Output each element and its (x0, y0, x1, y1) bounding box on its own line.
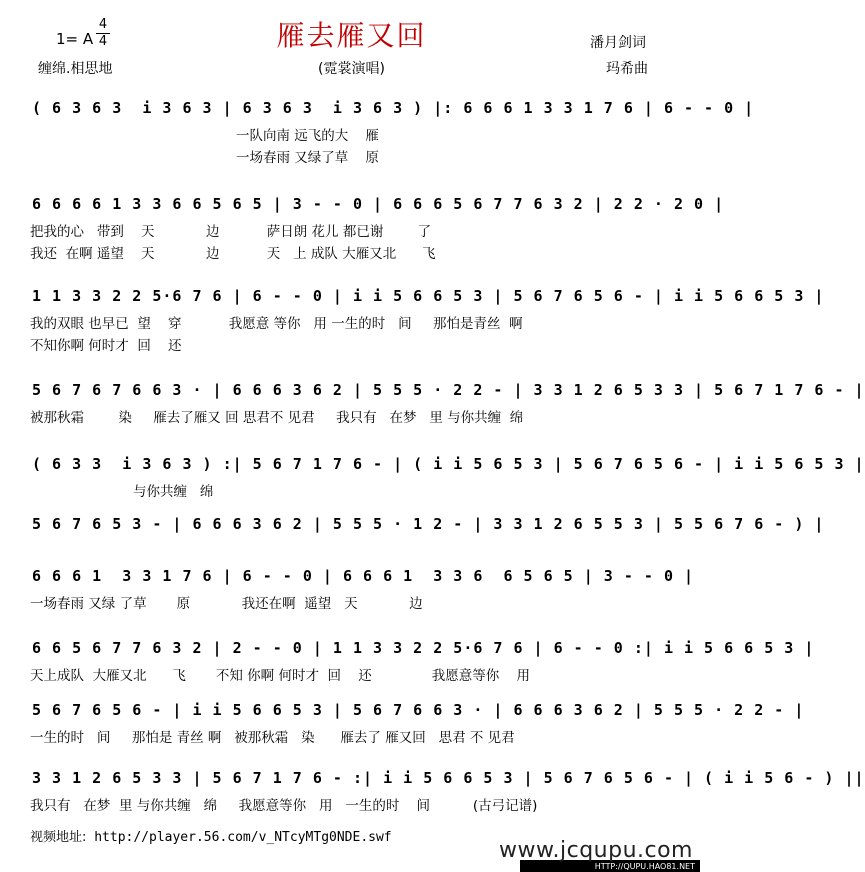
notation-row: 6 6 5 6 7 7 6 3 2 | 2 - - 0 | 1 1 3 3 2 2 5·6 7 6 | 6 - - 0 :| i i 5 6 6 5 3 | (32, 639, 815, 657)
score-line-7 (0, 564, 703, 624)
notation-row: 5 6 7 6 5 3 - | 6 6 6 3 6 2 | 5 5 5 · 1 2 - | 3 3 1 2 6 5 5 3 | 5 5 6 7 6 - ) | (32, 515, 825, 533)
lyrics-verse-2: 我还 在啊 遥望 天 边 天 上 成队 大雁又北 飞 (30, 246, 436, 262)
lyrics-verse-1: 天上成队 大雁又北 飞 不知 你啊 何时才 回 还 我愿意等你 用 (30, 668, 530, 684)
meter-bottom: 4 (98, 34, 108, 49)
time-signature (96, 18, 110, 49)
lyrics-verse-2: 一场春雨 又绿了草 原 (30, 150, 379, 166)
lyrics-verse-1: 与你共缠 绵 (30, 484, 214, 500)
notation-row: 5 6 7 6 5 6 - | i i 5 6 6 5 3 | 5 6 7 6 6 3 · | 6 6 6 3 6 2 | 5 5 5 · 2 2 - | (32, 701, 805, 719)
score-line-5 (0, 452, 865, 512)
lyrics-verse-1: 一生的时 间 那怕是 青丝 啊 被那秋霜 染 雁去了 雁又回 思君 不 见君 (30, 730, 515, 746)
notation-row: 1 1 3 3 2 2 5·6 7 6 | 6 - - 0 | i i 5 6 6 5 3 | 5 6 7 6 5 6 - | i i 5 6 6 5 3 | (32, 287, 825, 305)
composer-credit: 玛希曲 (606, 61, 648, 77)
meter-top: 4 (98, 17, 108, 32)
style-marking: 缠绵.相思地 (38, 61, 113, 77)
lyrics-verse-2: 不知你啊 何时才 回 还 (30, 338, 182, 354)
score-line-8 (0, 636, 815, 696)
notation-row: 6 6 6 6 1 3 3 6 6 5 6 5 | 3 - - 0 | 6 6 6 5 6 7 7 6 3 2 | 2 2 · 2 0 | (32, 195, 725, 213)
score-line-10 (0, 766, 865, 826)
notation-row: 5 6 7 6 7 6 6 3 · | 6 6 6 3 6 2 | 5 5 5 · 2 2 - | 3 3 1 2 6 5 3 3 | 5 6 7 1 7 6 - | (32, 381, 865, 399)
lyrics-verse-1: 我只有 在梦 里 与你共缠 绵 我愿意等你 用 一生的时 间 (古弓记谱) (30, 798, 538, 814)
notation-row: 6 6 6 1 3 3 1 7 6 | 6 - - 0 | 6 6 6 1 3 3 6 6 5 6 5 | 3 - - 0 | (32, 567, 695, 585)
song-title: 雁去雁又回 (276, 19, 427, 52)
notation-row: ( 6 3 6 3 i 3 6 3 | 6 3 6 3 i 3 6 3 ) |: 6 6 6 1 3 3 1 7 6 | 6 - - 0 | (32, 99, 755, 117)
lyrics-verse-1: 一队向南 远飞的大 雁 (30, 128, 379, 144)
video-link (30, 826, 392, 845)
site-watermark: www.jcqupu.com (499, 838, 693, 863)
notation-row: ( 6 3 3 i 3 6 3 ) :| 5 6 7 1 7 6 - | ( i i 5 6 5 3 | 5 6 7 6 5 6 - | i i 5 6 5 3 | (32, 455, 865, 473)
score-line-1 (0, 96, 755, 166)
video-link-url[interactable]: http://player.56.com/v_NTcyMTg0NDE.swf (94, 830, 392, 845)
lyricist-credit: 潘月剑词 (590, 35, 646, 51)
score-line-9 (0, 698, 805, 758)
singer-credit: (霓裳演唱) (318, 61, 385, 77)
lyrics-verse-1: 我的双眼 也早已 望 穿 我愿意 等你 用 一生的时 间 那怕是青丝 啊 (30, 316, 523, 332)
score-line-3 (0, 284, 825, 354)
score-line-6 (0, 512, 825, 572)
video-link-label: 视频地址: (30, 830, 87, 845)
lyrics-verse-1: 一场春雨 又绿 了草 原 我还在啊 遥望 天 边 (30, 596, 423, 612)
lyrics-verse-1: 把我的心 带到 天 边 萨日朗 花儿 都已谢 了 (30, 224, 432, 240)
lyrics-verse-1: 被那秋霜 染 雁去了雁又 回 思君不 见君 我只有 在梦 里 与你共缠 绵 (30, 410, 524, 426)
notation-row: 3 3 1 2 6 5 3 3 | 5 6 7 1 7 6 - :| i i 5 6 6 5 3 | 5 6 7 6 5 6 - | ( i i 5 6 - ) || (32, 769, 865, 787)
score-line-4 (0, 378, 865, 438)
score-line-2 (0, 192, 725, 262)
site-watermark-small: HTTP://QUPU.HAO81.NET (594, 862, 695, 871)
key-signature: 1= A (56, 30, 94, 48)
